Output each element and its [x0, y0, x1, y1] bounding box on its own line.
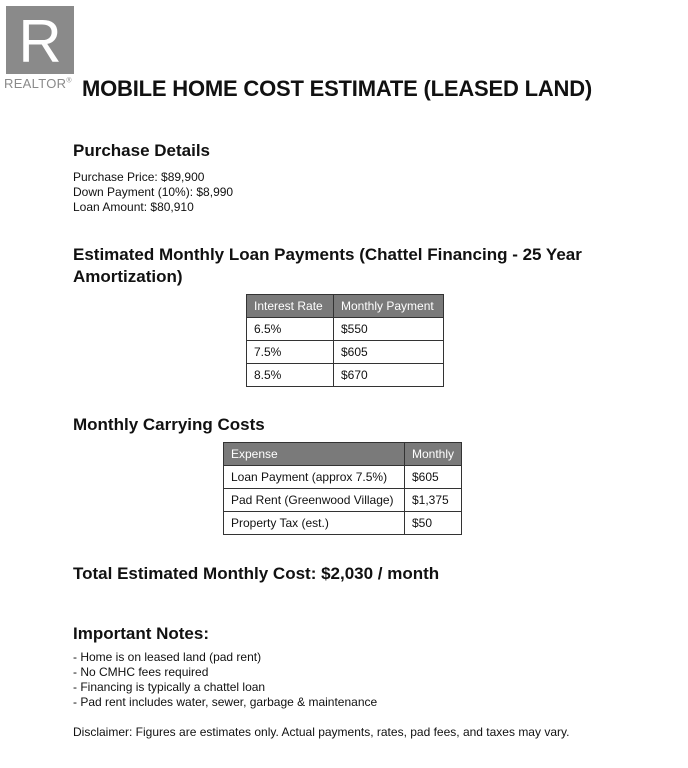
table-cell: $605 — [405, 466, 462, 489]
table-cell: $550 — [334, 318, 444, 341]
table-cell: Pad Rent (Greenwood Village) — [224, 489, 405, 512]
table-cell: $1,375 — [405, 489, 462, 512]
purchase-heading: Purchase Details — [73, 141, 211, 160]
loan-amount: Loan Amount: $80,910 — [73, 200, 194, 214]
carrying-heading: Monthly Carrying Costs — [73, 415, 265, 434]
down-payment: Down Payment (10%): $8,990 — [73, 185, 234, 199]
list-item: - Financing is typically a chattel loan — [73, 680, 266, 694]
column-header: Monthly — [405, 443, 462, 466]
table-row — [224, 489, 462, 512]
table-row — [247, 364, 444, 387]
table-row — [224, 512, 462, 535]
table-row — [247, 341, 444, 364]
table-cell: $605 — [334, 341, 444, 364]
table-cell: $670 — [334, 364, 444, 387]
purchase-lines — [73, 170, 233, 215]
carrying-costs-table — [223, 442, 462, 535]
logo-letter: R — [18, 8, 62, 74]
disclaimer: Disclaimer: Figures are estimates only. Actual payments, rates, pad fees, and taxes may vary. — [73, 725, 570, 739]
table-row — [224, 466, 462, 489]
column-header: Expense — [224, 443, 405, 466]
column-header: Interest Rate — [247, 295, 334, 318]
loan-payments-table — [246, 294, 444, 387]
purchase-price: Purchase Price: $89,900 — [73, 170, 205, 184]
page-title: MOBILE HOME COST ESTIMATE (LEASED LAND) — [82, 76, 593, 101]
table-cell: 8.5% — [247, 364, 334, 387]
table-cell: $50 — [405, 512, 462, 535]
realtor-logo-mark — [6, 6, 74, 74]
table-cell: Loan Payment (approx 7.5%) — [224, 466, 405, 489]
table-header-row — [247, 295, 444, 318]
list-item: - Pad rent includes water, sewer, garbage & maintenance — [73, 695, 378, 709]
list-item: - No CMHC fees required — [73, 665, 209, 679]
table-cell: 7.5% — [247, 341, 334, 364]
table-row — [247, 318, 444, 341]
table-cell: Property Tax (est.) — [224, 512, 405, 535]
realtor-logo-text: REALTOR® — [4, 76, 72, 91]
loan-heading: Estimated Monthly Loan Payments (Chattel Financing - 25 Year Amortization) — [73, 245, 582, 286]
column-header: Monthly Payment — [334, 295, 444, 318]
notes-list — [73, 650, 377, 710]
table-cell: 6.5% — [247, 318, 334, 341]
notes-heading: Important Notes: — [73, 624, 209, 643]
total-monthly-cost: Total Estimated Monthly Cost: $2,030 / month — [73, 564, 440, 583]
list-item: - Home is on leased land (pad rent) — [73, 650, 262, 664]
table-header-row — [224, 443, 462, 466]
realtor-logo — [4, 6, 80, 91]
